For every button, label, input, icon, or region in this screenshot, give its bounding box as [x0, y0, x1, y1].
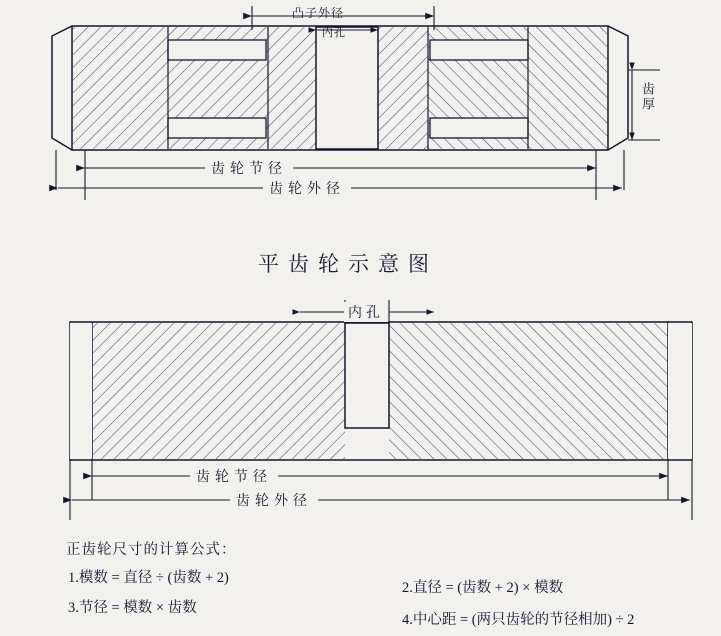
diagram-caption: 平齿轮示意图: [258, 252, 438, 276]
label-pitch-diameter-top: 齿轮节径: [205, 158, 293, 178]
label-hub-outer-diameter: 凸子外径: [292, 6, 345, 20]
formula-block: [62, 538, 682, 634]
label-outer-diameter-top: 齿轮外径: [263, 178, 351, 198]
formula-title: 正齿轮尺寸的计算公式：: [66, 542, 237, 558]
formula-item-3: 3.节径 = 模数 × 齿数: [68, 600, 197, 616]
formula-item-1: 1.模数 = 直径 ÷ (齿数 + 2): [68, 570, 229, 586]
formula-item-2: 2.直径 = (齿数 + 2) × 模数: [402, 580, 564, 596]
label-outer-diameter-bottom: 齿轮外径: [230, 490, 318, 510]
label-pitch-diameter-bottom: 齿轮节径: [190, 466, 278, 486]
label-tooth-thickness: 齿厚: [640, 82, 655, 112]
label-inner-bore-top: 内孔: [322, 27, 346, 39]
formula-item-4: 4.中心距 = (两只齿轮的节径相加) ÷ 2: [402, 612, 635, 628]
label-inner-bore-bottom: 内孔: [344, 302, 388, 322]
